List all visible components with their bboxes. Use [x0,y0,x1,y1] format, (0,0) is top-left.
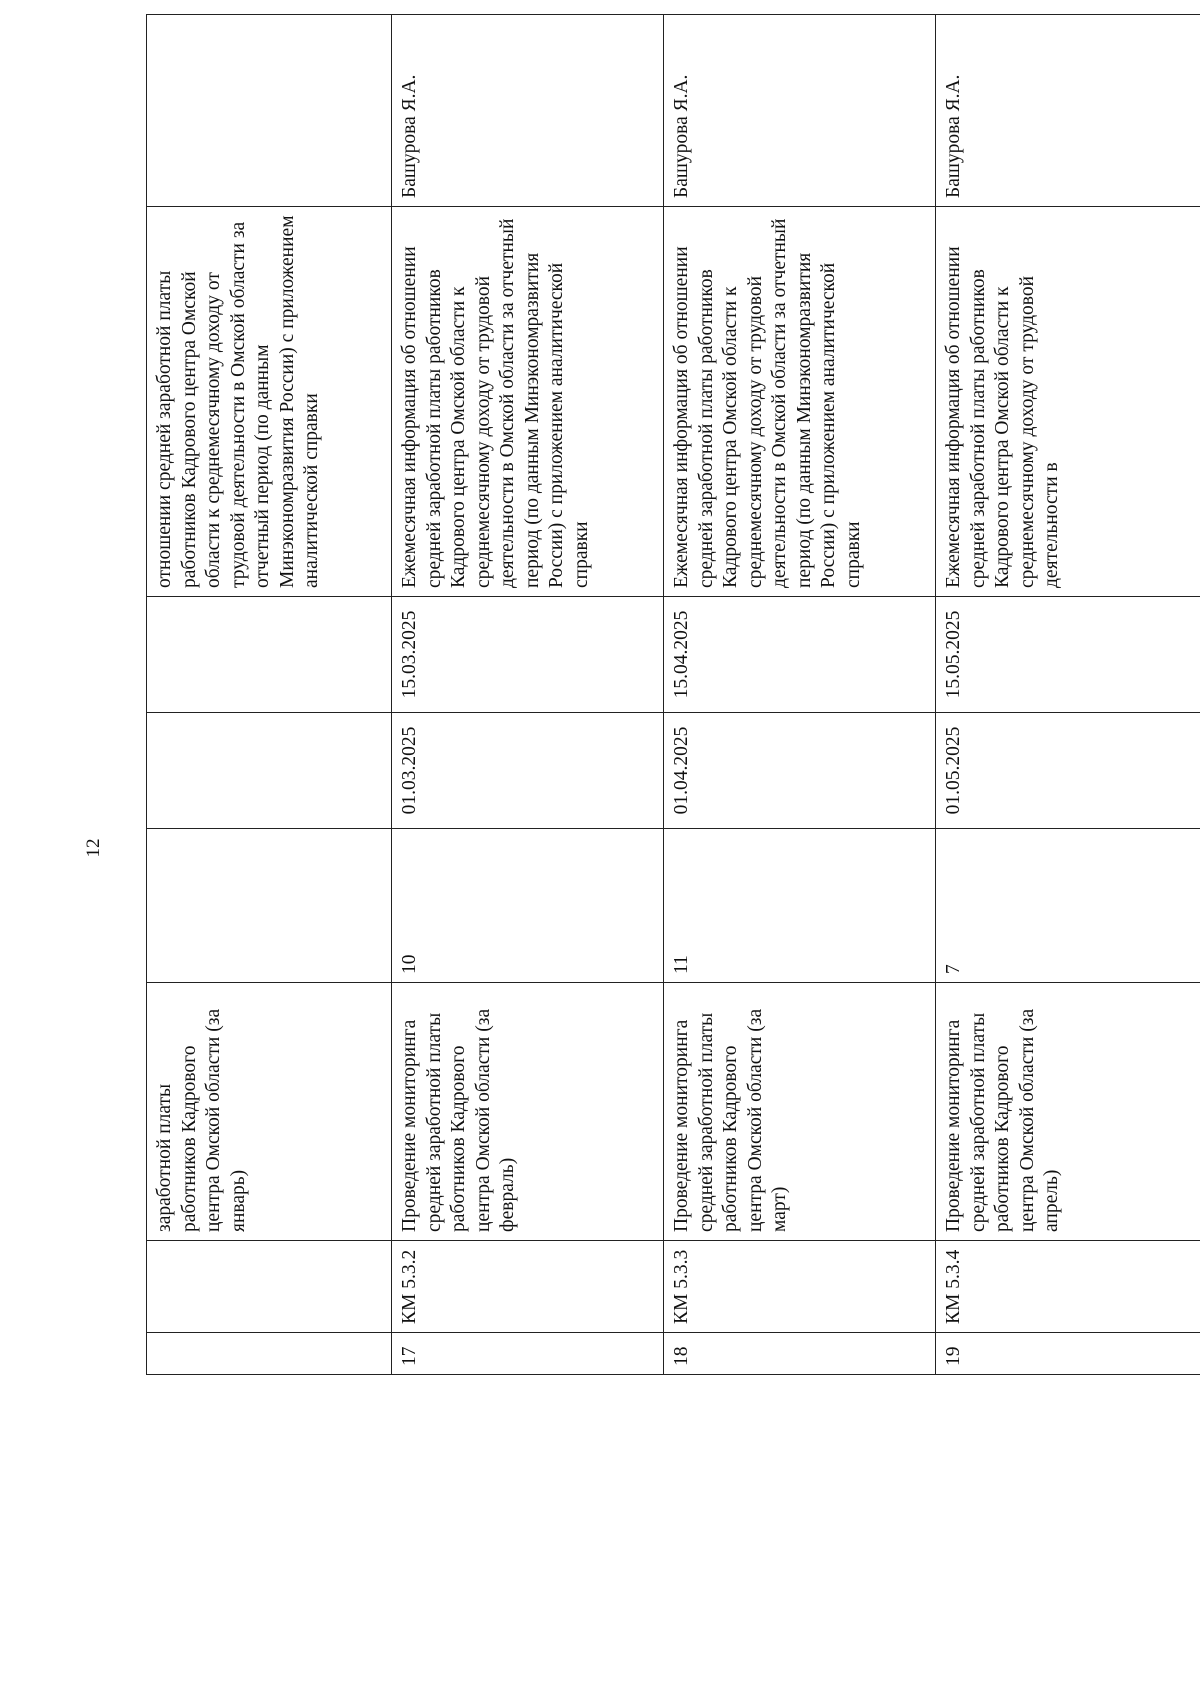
control-point-code-cell: КМ 5.3.4 [936,1241,1200,1333]
start-date-cell: 01.04.2025 [664,713,936,829]
table-row [392,15,664,1375]
control-point-code-cell: КМ 5.3.3 [664,1241,936,1333]
responsible-person-cell: Башурова Я.А. [664,15,936,207]
row-number-cell [147,1333,392,1375]
hours-cell: 10 [392,829,664,983]
start-date-cell: 01.03.2025 [392,713,664,829]
end-date-cell: 15.04.2025 [664,597,936,713]
schedule-table [146,14,1200,1375]
event-description-cell: Проведение мониторинга средней заработной платы работников Кадрового центра Омской области (за апрель) [936,983,1200,1241]
start-date-cell: 01.05.2025 [936,713,1200,829]
hours-cell: 11 [664,829,936,983]
responsible-person-cell: Башурова Я.А. [392,15,664,207]
rotated-table-container [146,15,1106,1375]
control-point-code-cell: КМ 5.3.2 [392,1241,664,1333]
table-row [664,15,936,1375]
event-description-cell: заработной платы работников Кадрового центра Омской области (за январь) [147,983,392,1241]
control-point-code-cell [147,1241,392,1333]
responsible-person-cell [147,15,392,207]
row-number-cell: 17 [392,1333,664,1375]
result-description-cell: отношении средней заработной платы работников Кадрового центра Омской области к среднемесячному доходу от трудовой деятельности в Омской области за отчетный период (по данным Минэкономразвития России) с приложением аналитической справки [147,207,392,597]
row-number-cell: 18 [664,1333,936,1375]
page-number: 12 [83,838,104,858]
row-number-cell: 19 [936,1333,1200,1375]
result-description-cell: Ежемесячная информация об отношении средней заработной платы работников Кадрового центра Омской области к среднемесячному доходу от трудовой деятельности в Омской области за отчетный период (по данным Минэкономразвития России) с приложением аналитической справки [664,207,936,597]
end-date-cell: 15.05.2025 [936,597,1200,713]
end-date-cell [147,597,392,713]
table-row [936,15,1200,1375]
table-row-continuation [147,15,392,1375]
schedule-table-area [146,15,1106,1375]
responsible-person-cell: Башурова Я.А. [936,15,1200,207]
result-description-cell: Ежемесячная информация об отношении средней заработной платы работников Кадрового центра Омской области к среднемесячному доходу от трудовой деятельности в Омской области за отчетный период (по данным Минэкономразвития России) с приложением аналитической справки [392,207,664,597]
start-date-cell [147,713,392,829]
end-date-cell: 15.03.2025 [392,597,664,713]
result-description-cell: Ежемесячная информация об отношении средней заработной платы работников Кадрового центра Омской области к среднемесячному доходу от трудовой деятельности в [936,207,1200,597]
event-description-cell: Проведение мониторинга средней заработной платы работников Кадрового центра Омской области (за февраль) [392,983,664,1241]
hours-cell: 7 [936,829,1200,983]
event-description-cell: Проведение мониторинга средней заработной платы работников Кадрового центра Омской области (за март) [664,983,936,1241]
hours-cell [147,829,392,983]
